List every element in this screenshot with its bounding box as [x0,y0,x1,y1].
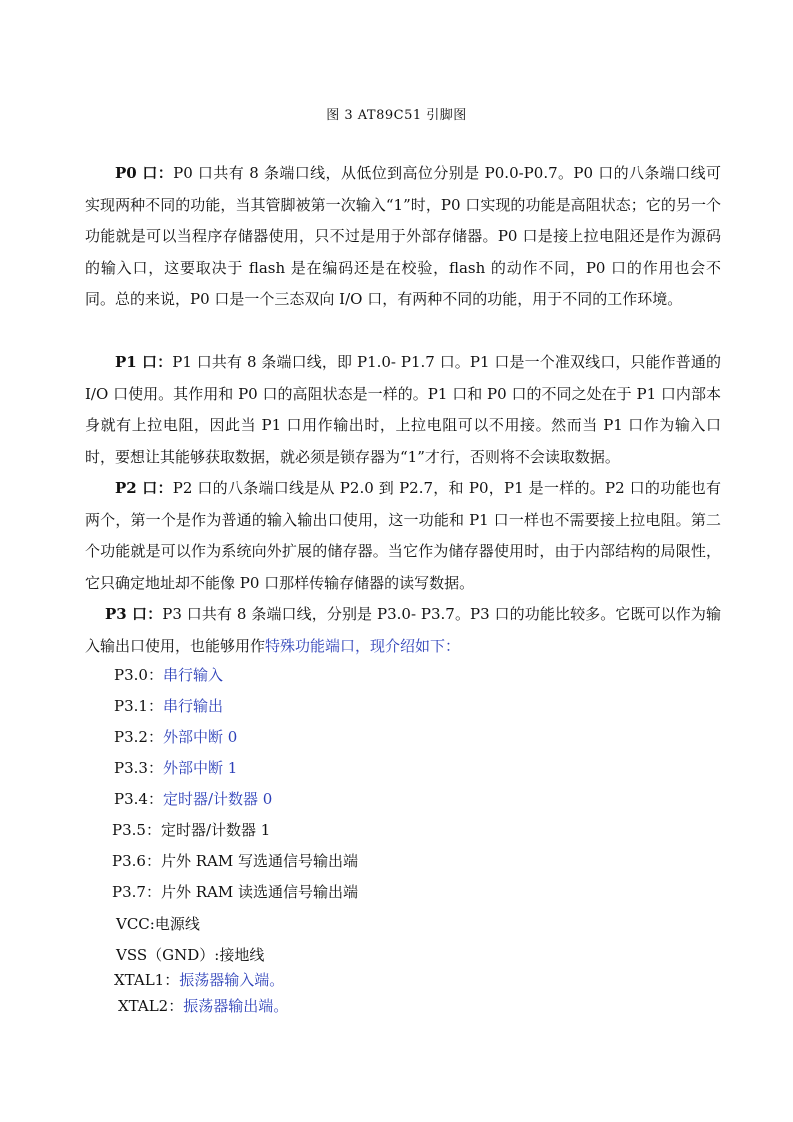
paragraph-p3-port [85,599,721,662]
pin-function: 定时器/计数器 0 [162,790,273,808]
pin-list-item [112,850,358,871]
pin-list-item [118,995,288,1016]
pin-function: 串行输出 [162,697,223,715]
p2-heading: P2 口： [115,479,173,497]
pin-label: XTAL1： [114,971,180,989]
pin-list-item [114,757,237,778]
pin-function: 片外 RAM 写选通信号输出端 [160,852,358,870]
pin-label: P3.2： [114,728,163,746]
pin-list-item [114,969,284,990]
pin-label: P3.7： [112,883,161,901]
pin-label: P3.6： [112,852,161,870]
paragraph-p2-port [85,473,721,599]
pin-label: P3.4： [114,790,163,808]
figure-caption: 图 3 AT89C51 引脚图 [326,108,467,123]
paragraph-p0-port [85,158,721,316]
pin-label: VCC: [116,915,155,933]
p1-heading: P1 口： [115,353,173,371]
p3-body: P3 口共有 8 条端口线，分别是 P3.0- P3.7。P3 口的功能比较多。它既可以作为输入输出口使用，也能够用作 [85,605,721,655]
pin-list-item [112,819,270,840]
pin-function: 串行输入 [162,666,223,684]
pin-list-item [114,695,223,716]
p1-body: P1 口共有 8 条端口线，即 P1.0- P1.7 口。P1 口是一个准双线口，只能作普通的 I/O 口使用。其作用和 P0 口的高阻状态是一样的。P1 口和 P0 口的不同之处在于 P1 口内部本身就有上拉电阻，因此当 P1 口用作输出时，上拉电阻可以不用接。然而当 P1 口作为输入口时，要想让其能够获取数据，就必须是锁存器为“1”才行，否则将不会读取数据。 [85,353,721,466]
pin-list-item [116,944,264,965]
pin-function: 片外 RAM 读选通信号输出端 [160,883,358,901]
pin-function: 外部中断 0 [162,728,238,746]
pin-list-item [112,881,358,902]
p0-heading: P0 口： [115,164,174,182]
p0-body: P0 口共有 8 条端口线，从低位到高位分别是 P0.0-P0.7。P0 口的八条端口线可实现两种不同的功能，当其管脚被第一次输入“1”时，P0 口实现的功能是高阻状态；它的另一个功能就是可以当程序存储器使用，只不过是用于外部存储器。P0 口是接上拉电阻还是作为源码的输入口，这要取决于 flash 是在编码还是在校验，flash 的动作不同，P0 口的作用也会不同。总的来说，P0 口是一个三态双向 I/O 口，有两种不同的功能，用于不同的工作环境。 [85,164,721,308]
pin-label: P3.5： [112,821,161,839]
pin-label: P3.3： [114,759,163,777]
pin-function: 振荡器输入端。 [179,971,285,989]
p3-body-highlight: 特殊功能端口，现介绍如下： [265,636,461,655]
pin-label: XTAL2： [118,997,184,1015]
paragraph-p1-port [85,347,721,473]
pin-function: 接地线 [219,946,265,964]
pin-list-item [116,913,200,934]
p2-body: P2 口的八条端口线是从 P2.0 到 P2.7，和 P0，P1 是一样的。P2 口的功能也有两个，第一个是作为普通的输入输出口使用，这一功能和 P1 口一样也不需要接上拉电阻。第二个功能就是可以作为系统向外扩展的储存器。当它作为储存器使用时，由于内部结构的局限性，它只确定地址却不能像 P0 口那样传输存储器的读写数据。 [85,479,721,592]
pin-label: VSS（GND）: [116,946,220,964]
pin-list-item [114,726,237,747]
pin-label: P3.0： [114,666,163,684]
pin-function: 外部中断 1 [162,759,238,777]
pin-function: 振荡器输出端。 [183,997,289,1015]
pin-list-item [114,664,223,685]
pin-function: 定时器/计数器 1 [160,821,271,839]
pin-label: P3.1： [114,697,163,715]
pin-function: 电源线 [154,915,200,933]
p3-heading: P3 口： [105,605,163,623]
pin-list-item [114,788,272,809]
